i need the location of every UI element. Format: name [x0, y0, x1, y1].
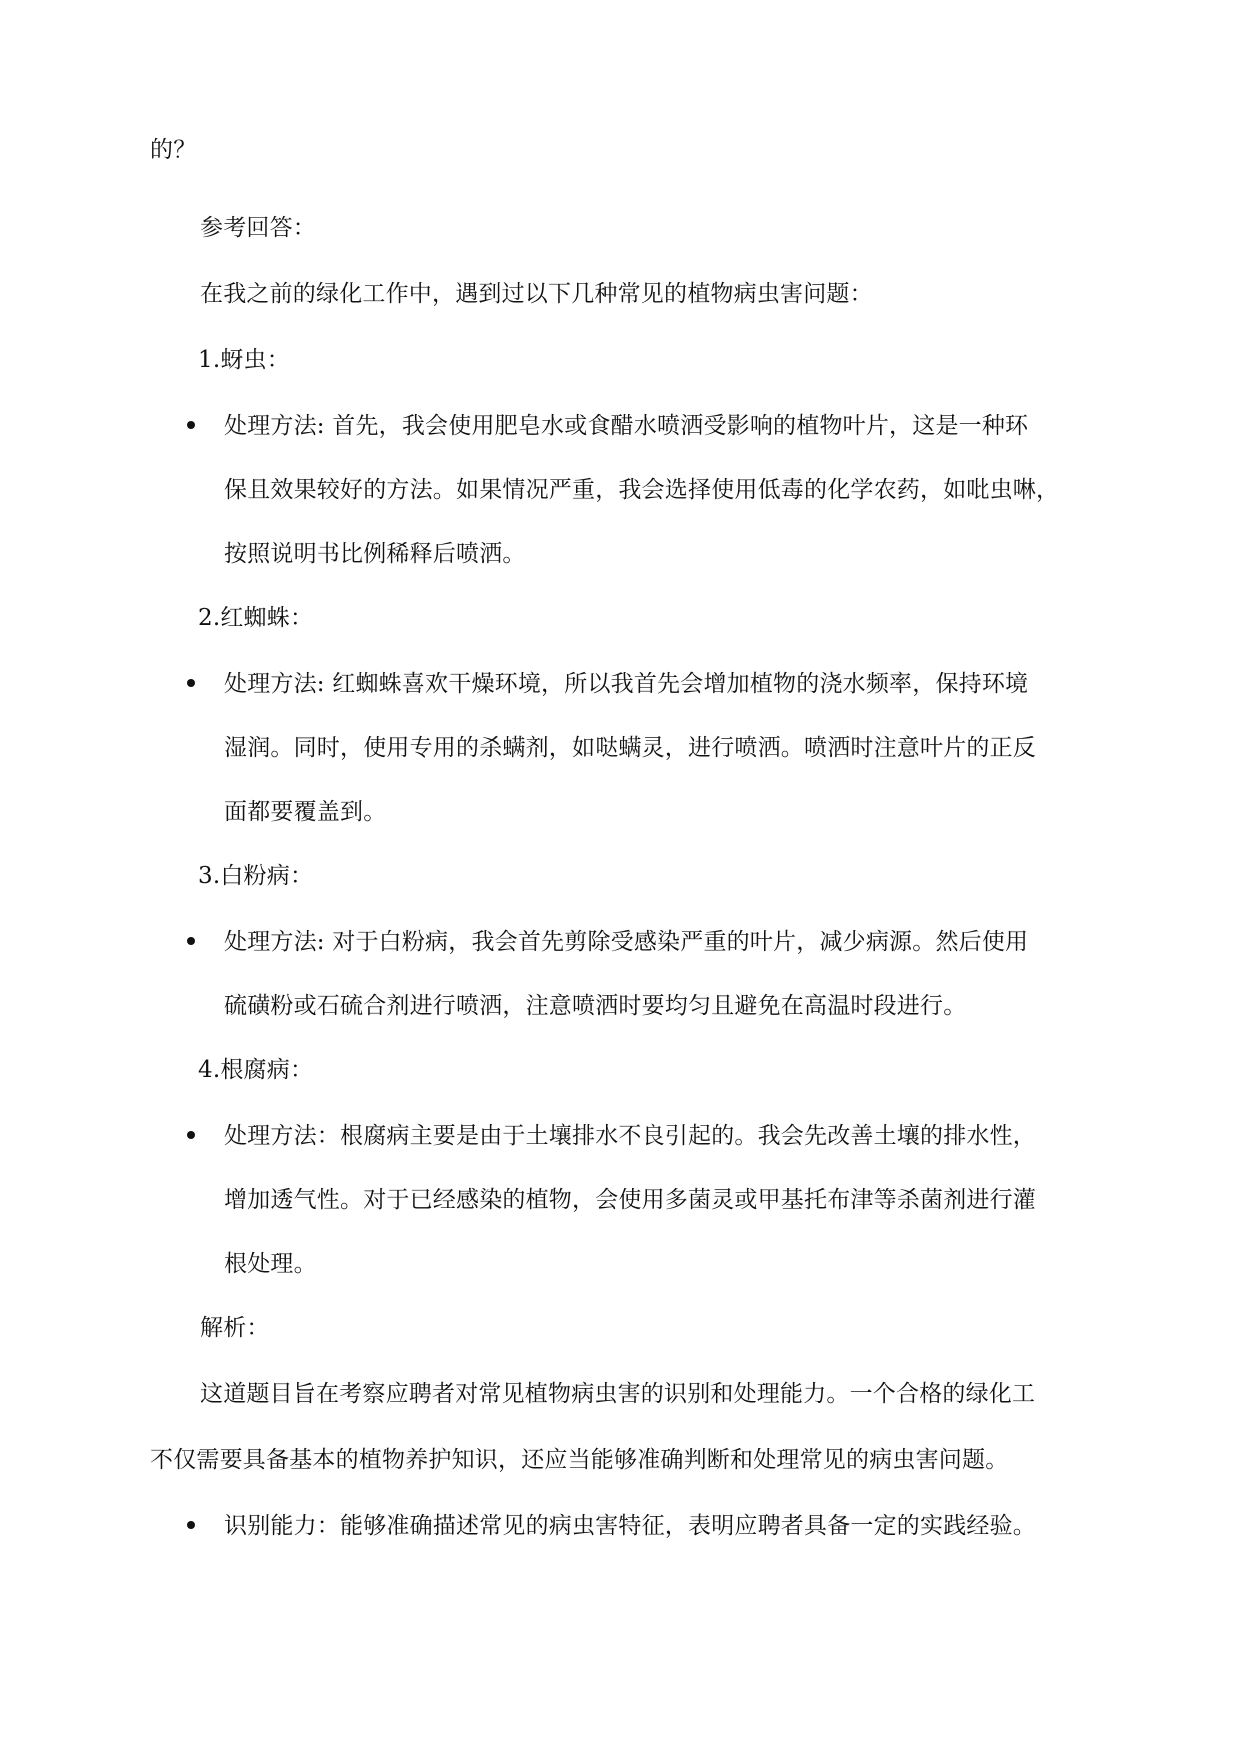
spider-mite-treatment-line-1: 处理方法: 红蜘蛛喜欢干燥环境，所以我首先会增加植物的浇水频率，保持环境 — [224, 671, 1029, 697]
aphid-treatment-line-1: 处理方法: 首先，我会使用肥皂水或食醋水喷洒受影响的植物叶片，这是一种环 — [224, 413, 1029, 439]
aphid-treatment-line-2: 保且效果较好的方法。如果情况严重，我会选择使用低毒的化学农药，如吡虫啉， — [224, 477, 1060, 503]
powdery-mildew-treatment-line-1: 处理方法: 对于白粉病，我会首先剪除受感染严重的叶片，减少病源。然后使用 — [224, 929, 1029, 955]
bullet-icon — [187, 421, 195, 429]
aphid-treatment-line-3: 按照说明书比例稀释后喷洒。 — [224, 541, 526, 567]
root-rot-treatment-line-2: 增加透气性。对于已经感染的植物，会使用多菌灵或甲基托布津等杀菌剂进行灌 — [224, 1187, 1036, 1213]
root-rot-treatment-line-1: 处理方法：根腐病主要是由于土壤排水不良引起的。我会先改善土壤的排水性， — [224, 1123, 1036, 1149]
bullet-icon — [187, 1131, 195, 1139]
powdery-mildew-treatment-line-2: 硫磺粉或石硫合剂进行喷洒，注意喷洒时要均匀且避免在高温时段进行。 — [224, 993, 967, 1019]
item-heading-spider-mite: 2.红蜘蛛： — [198, 605, 314, 631]
text-line-continuation: 的？ — [150, 137, 197, 163]
item-heading-powdery-mildew: 3.白粉病： — [198, 863, 314, 889]
reference-answer-heading: 参考回答： — [200, 215, 316, 241]
identification-ability-line: 识别能力：能够准确描述常见的病虫害特征，表明应聘者具备一定的实践经验。 — [224, 1513, 1036, 1539]
spider-mite-treatment-line-2: 湿润。同时，使用专用的杀螨剂，如哒螨灵，进行喷洒。喷洒时注意叶片的正反 — [224, 735, 1036, 761]
item-heading-root-rot: 4.根腐病： — [198, 1057, 314, 1083]
analysis-paragraph-line-2: 不仅需要具备基本的植物养护知识，还应当能够准确判断和处理常见的病虫害问题。 — [150, 1447, 1009, 1473]
analysis-heading: 解析： — [200, 1315, 270, 1341]
bullet-icon — [187, 1521, 195, 1529]
analysis-paragraph-line-1: 这道题目旨在考察应聘者对常见植物病虫害的识别和处理能力。一个合格的绿化工 — [200, 1381, 1036, 1407]
spider-mite-treatment-line-3: 面都要覆盖到。 — [224, 799, 387, 825]
bullet-icon — [187, 937, 195, 945]
root-rot-treatment-line-3: 根处理。 — [224, 1251, 317, 1277]
item-heading-aphid: 1.蚜虫： — [198, 347, 290, 373]
bullet-icon — [187, 679, 195, 687]
intro-paragraph: 在我之前的绿化工作中，遇到过以下几种常见的植物病虫害问题： — [200, 281, 873, 307]
